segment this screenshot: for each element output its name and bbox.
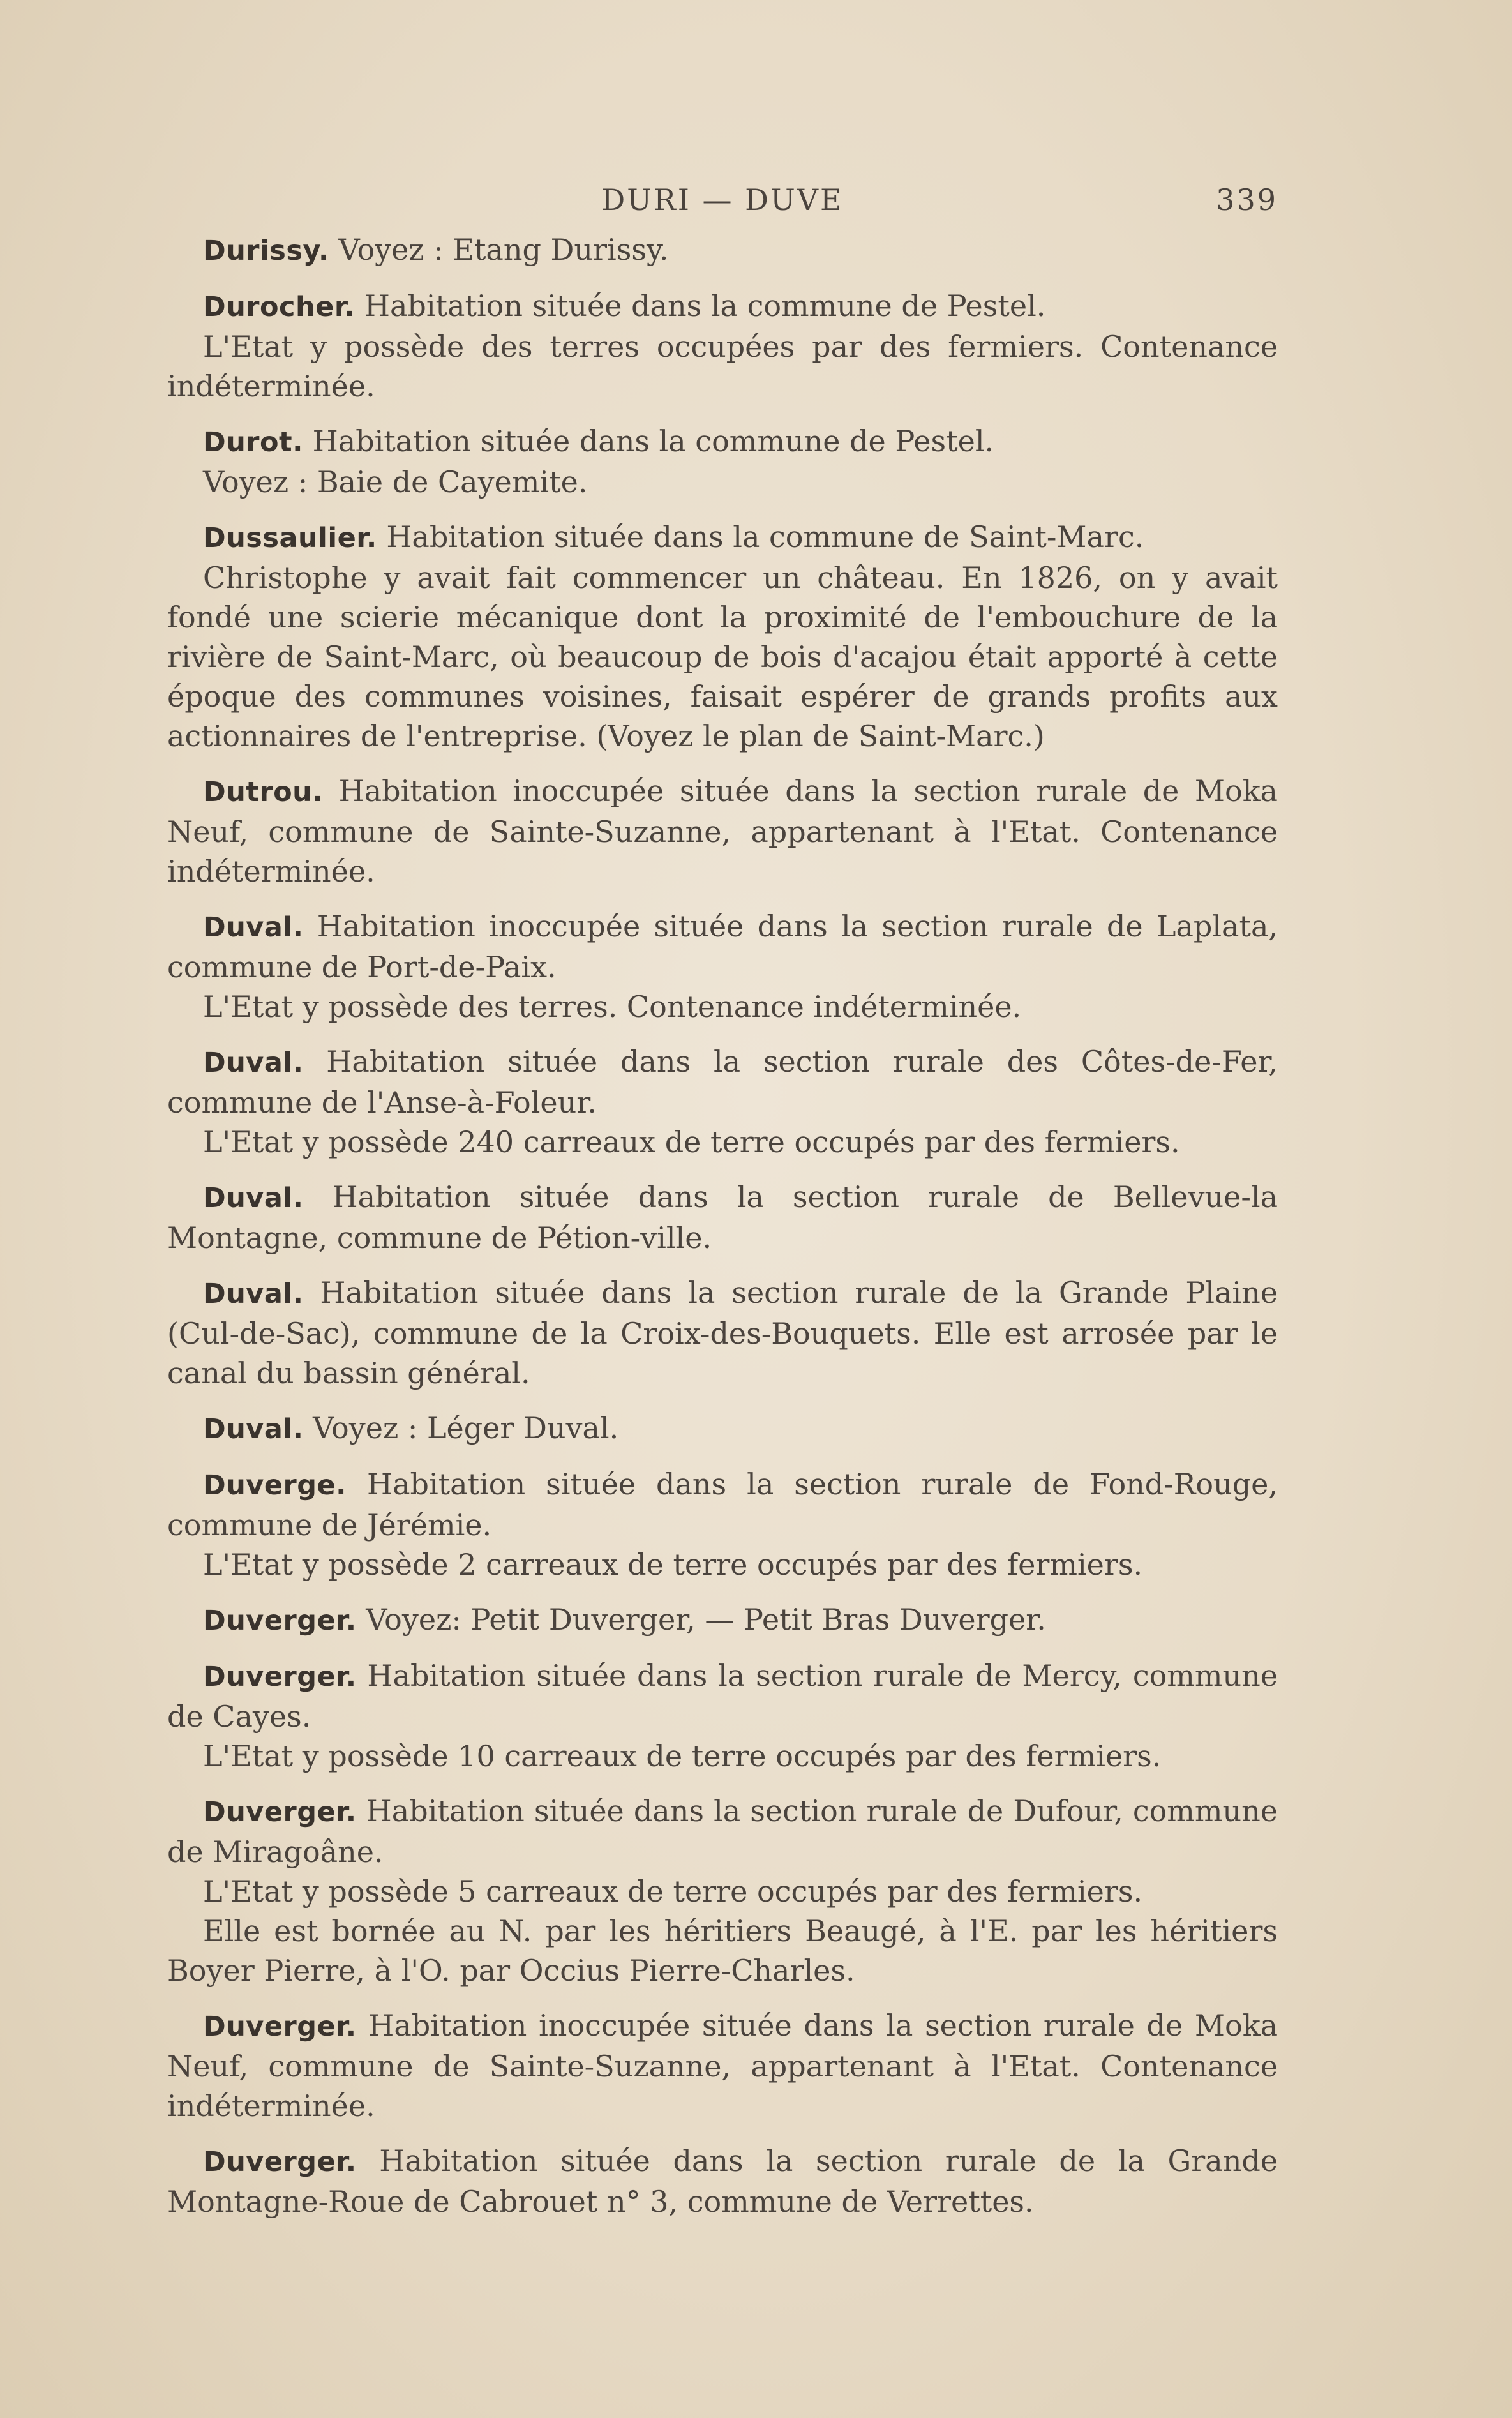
- entry-text: Habitation inoccupée située dans la section rurale de Moka Neuf, commune de Sainte-Suzanne, appartenant à l'Etat. Contenance indéterminée.: [167, 2008, 1278, 2123]
- entry-headword: Durot.: [203, 426, 303, 458]
- entry-paragraph: L'Etat y possède des terres. Contenance indéterminée.: [203, 989, 1022, 1024]
- entry-paragraph: [167, 1177, 1278, 1258]
- running-head-title: DURI — DUVE: [601, 183, 844, 217]
- entry-paragraph: L'Etat y possède 5 carreaux de terre occupés par des fermiers.: [203, 1874, 1143, 1909]
- entry-text: Habitation inoccupée située dans la section rurale de Laplata, commune de Port-de-Paix.: [167, 909, 1278, 984]
- entry-headword: Duverger.: [203, 1661, 357, 1693]
- entry-headword: Duval.: [203, 1047, 304, 1079]
- dictionary-entry: [167, 1408, 1278, 1449]
- entry-paragraph: [167, 1600, 1278, 1641]
- entry-paragraph: [167, 1464, 1278, 1545]
- entry-text: Voyez : Léger Duval.: [313, 1411, 619, 1445]
- entry-paragraph: [167, 1408, 1278, 1449]
- entry-headword: Duval.: [203, 1278, 304, 1310]
- entry-headword: Dutrou.: [203, 776, 324, 808]
- entry-paragraph: [167, 771, 1278, 891]
- dictionary-entry: [167, 771, 1278, 891]
- entry-paragraph: Christophe y avait fait commencer un château. En 1826, on y avait fondé une scierie mécanique dont la proximité de l'embouchure de la rivière de Saint-Marc, où beaucoup de bois d'acajou était apporté à cette époque des communes voisines, faisait espérer de grands profits aux actionnaires de l'entreprise. (Voyez le plan de Saint-Marc.): [167, 560, 1278, 753]
- entry-headword: Duverge.: [203, 1469, 347, 1501]
- dictionary-entry: [167, 906, 1278, 1026]
- dictionary-entry: [167, 2141, 1278, 2221]
- entry-text: Habitation située dans la section rurale des Côtes-de-Fer, commune de l'Anse-à-Foleur.: [167, 1044, 1278, 1120]
- entry-headword: Duverger.: [203, 1796, 357, 1828]
- entry-headword: Dussaulier.: [203, 522, 377, 554]
- text-block: [167, 179, 1278, 2237]
- entry-paragraph: L'Etat y possède 2 carreaux de terre occupés par des fermiers.: [203, 1547, 1143, 1582]
- entry-paragraph: L'Etat y possède 240 carreaux de terre occupés par des fermiers.: [203, 1125, 1180, 1159]
- entry-headword: Duval.: [203, 912, 304, 943]
- dictionary-entry: [167, 1464, 1278, 1584]
- entry-text: Habitation inoccupée située dans la section rurale de Moka Neuf, commune de Sainte-Suzanne, appartenant à l'Etat. Contenance indéterminée.: [167, 774, 1278, 889]
- dictionary-entry: [167, 1042, 1278, 1162]
- dictionary-entry: [167, 286, 1278, 406]
- entry-text: Habitation située dans la commune de Saint-Marc.: [386, 520, 1144, 554]
- dictionary-entry: [167, 517, 1278, 756]
- entry-paragraph: L'Etat y possède 10 carreaux de terre occupés par des fermiers.: [203, 1739, 1162, 1773]
- entry-headword: Duverger.: [203, 2146, 357, 2178]
- entry-headword: Duverger.: [203, 2011, 357, 2043]
- dictionary-entry: [167, 421, 1278, 502]
- dictionary-entry: [167, 1791, 1278, 1990]
- entry-text: Habitation située dans la commune de Pestel.: [364, 289, 1046, 323]
- entry-paragraph: [167, 421, 1278, 462]
- entry-paragraph: Voyez : Baie de Cayemite.: [203, 465, 588, 499]
- dictionary-entry: [167, 230, 1278, 271]
- dictionary-entry: [167, 1177, 1278, 1258]
- entry-paragraph: Elle est bornée au N. par les héritiers Beaugé, à l'E. par les héritiers Boyer Pierre, à l'O. par Occius Pierre-Charles.: [167, 1914, 1278, 1988]
- entry-headword: Duval.: [203, 1182, 304, 1214]
- dictionary-entry: [167, 1656, 1278, 1776]
- entry-text: Habitation située dans la section rurale de Bellevue-la Montagne, commune de Pétion-ville.: [167, 1180, 1278, 1255]
- entry-paragraph: [167, 1042, 1278, 1122]
- entry-text: Voyez: Petit Duverger, — Petit Bras Duverger.: [366, 1602, 1046, 1637]
- entry-text: Habitation située dans la section rurale de la Grande Plaine (Cul-de-Sac), commune de la Croix-des-Bouquets. Elle est arrosée par le canal du bassin général.: [167, 1275, 1278, 1390]
- entry-headword: Duverger.: [203, 1605, 357, 1637]
- entry-paragraph: [167, 517, 1278, 558]
- entry-text: Habitation située dans la section rurale de la Grande Montagne-Roue de Cabrouet n° 3, commune de Verrettes.: [167, 2144, 1278, 2219]
- entry-text: Habitation située dans la section rurale de Mercy, commune de Cayes.: [167, 1658, 1278, 1734]
- page-number: 339: [1216, 183, 1278, 217]
- entry-paragraph: [167, 1656, 1278, 1736]
- entry-headword: Duval.: [203, 1413, 304, 1445]
- dictionary-entry: [167, 1273, 1278, 1393]
- entry-text: Voyez : Etang Durissy.: [338, 232, 669, 267]
- entry-text: Habitation située dans la section rurale de Fond-Rouge, commune de Jérémie.: [167, 1467, 1278, 1542]
- entry-text: Habitation située dans la section rurale de Dufour, commune de Miragoâne.: [167, 1794, 1278, 1869]
- entry-paragraph: [167, 1273, 1278, 1393]
- running-head: [167, 179, 1278, 230]
- dictionary-entry: [167, 2006, 1278, 2126]
- entry-paragraph: [167, 1791, 1278, 1872]
- entry-paragraph: [167, 906, 1278, 987]
- entry-paragraph: [167, 2141, 1278, 2221]
- entry-paragraph: [167, 2006, 1278, 2126]
- dictionary-entry: [167, 1600, 1278, 1641]
- entry-headword: Durissy.: [203, 235, 329, 267]
- entry-text: Habitation située dans la commune de Pestel.: [312, 424, 994, 458]
- entry-paragraph: [167, 230, 1278, 271]
- entry-headword: Durocher.: [203, 291, 356, 323]
- entry-paragraph: [167, 286, 1278, 327]
- entry-paragraph: L'Etat y possède des terres occupées par des fermiers. Contenance indéterminée.: [167, 329, 1278, 403]
